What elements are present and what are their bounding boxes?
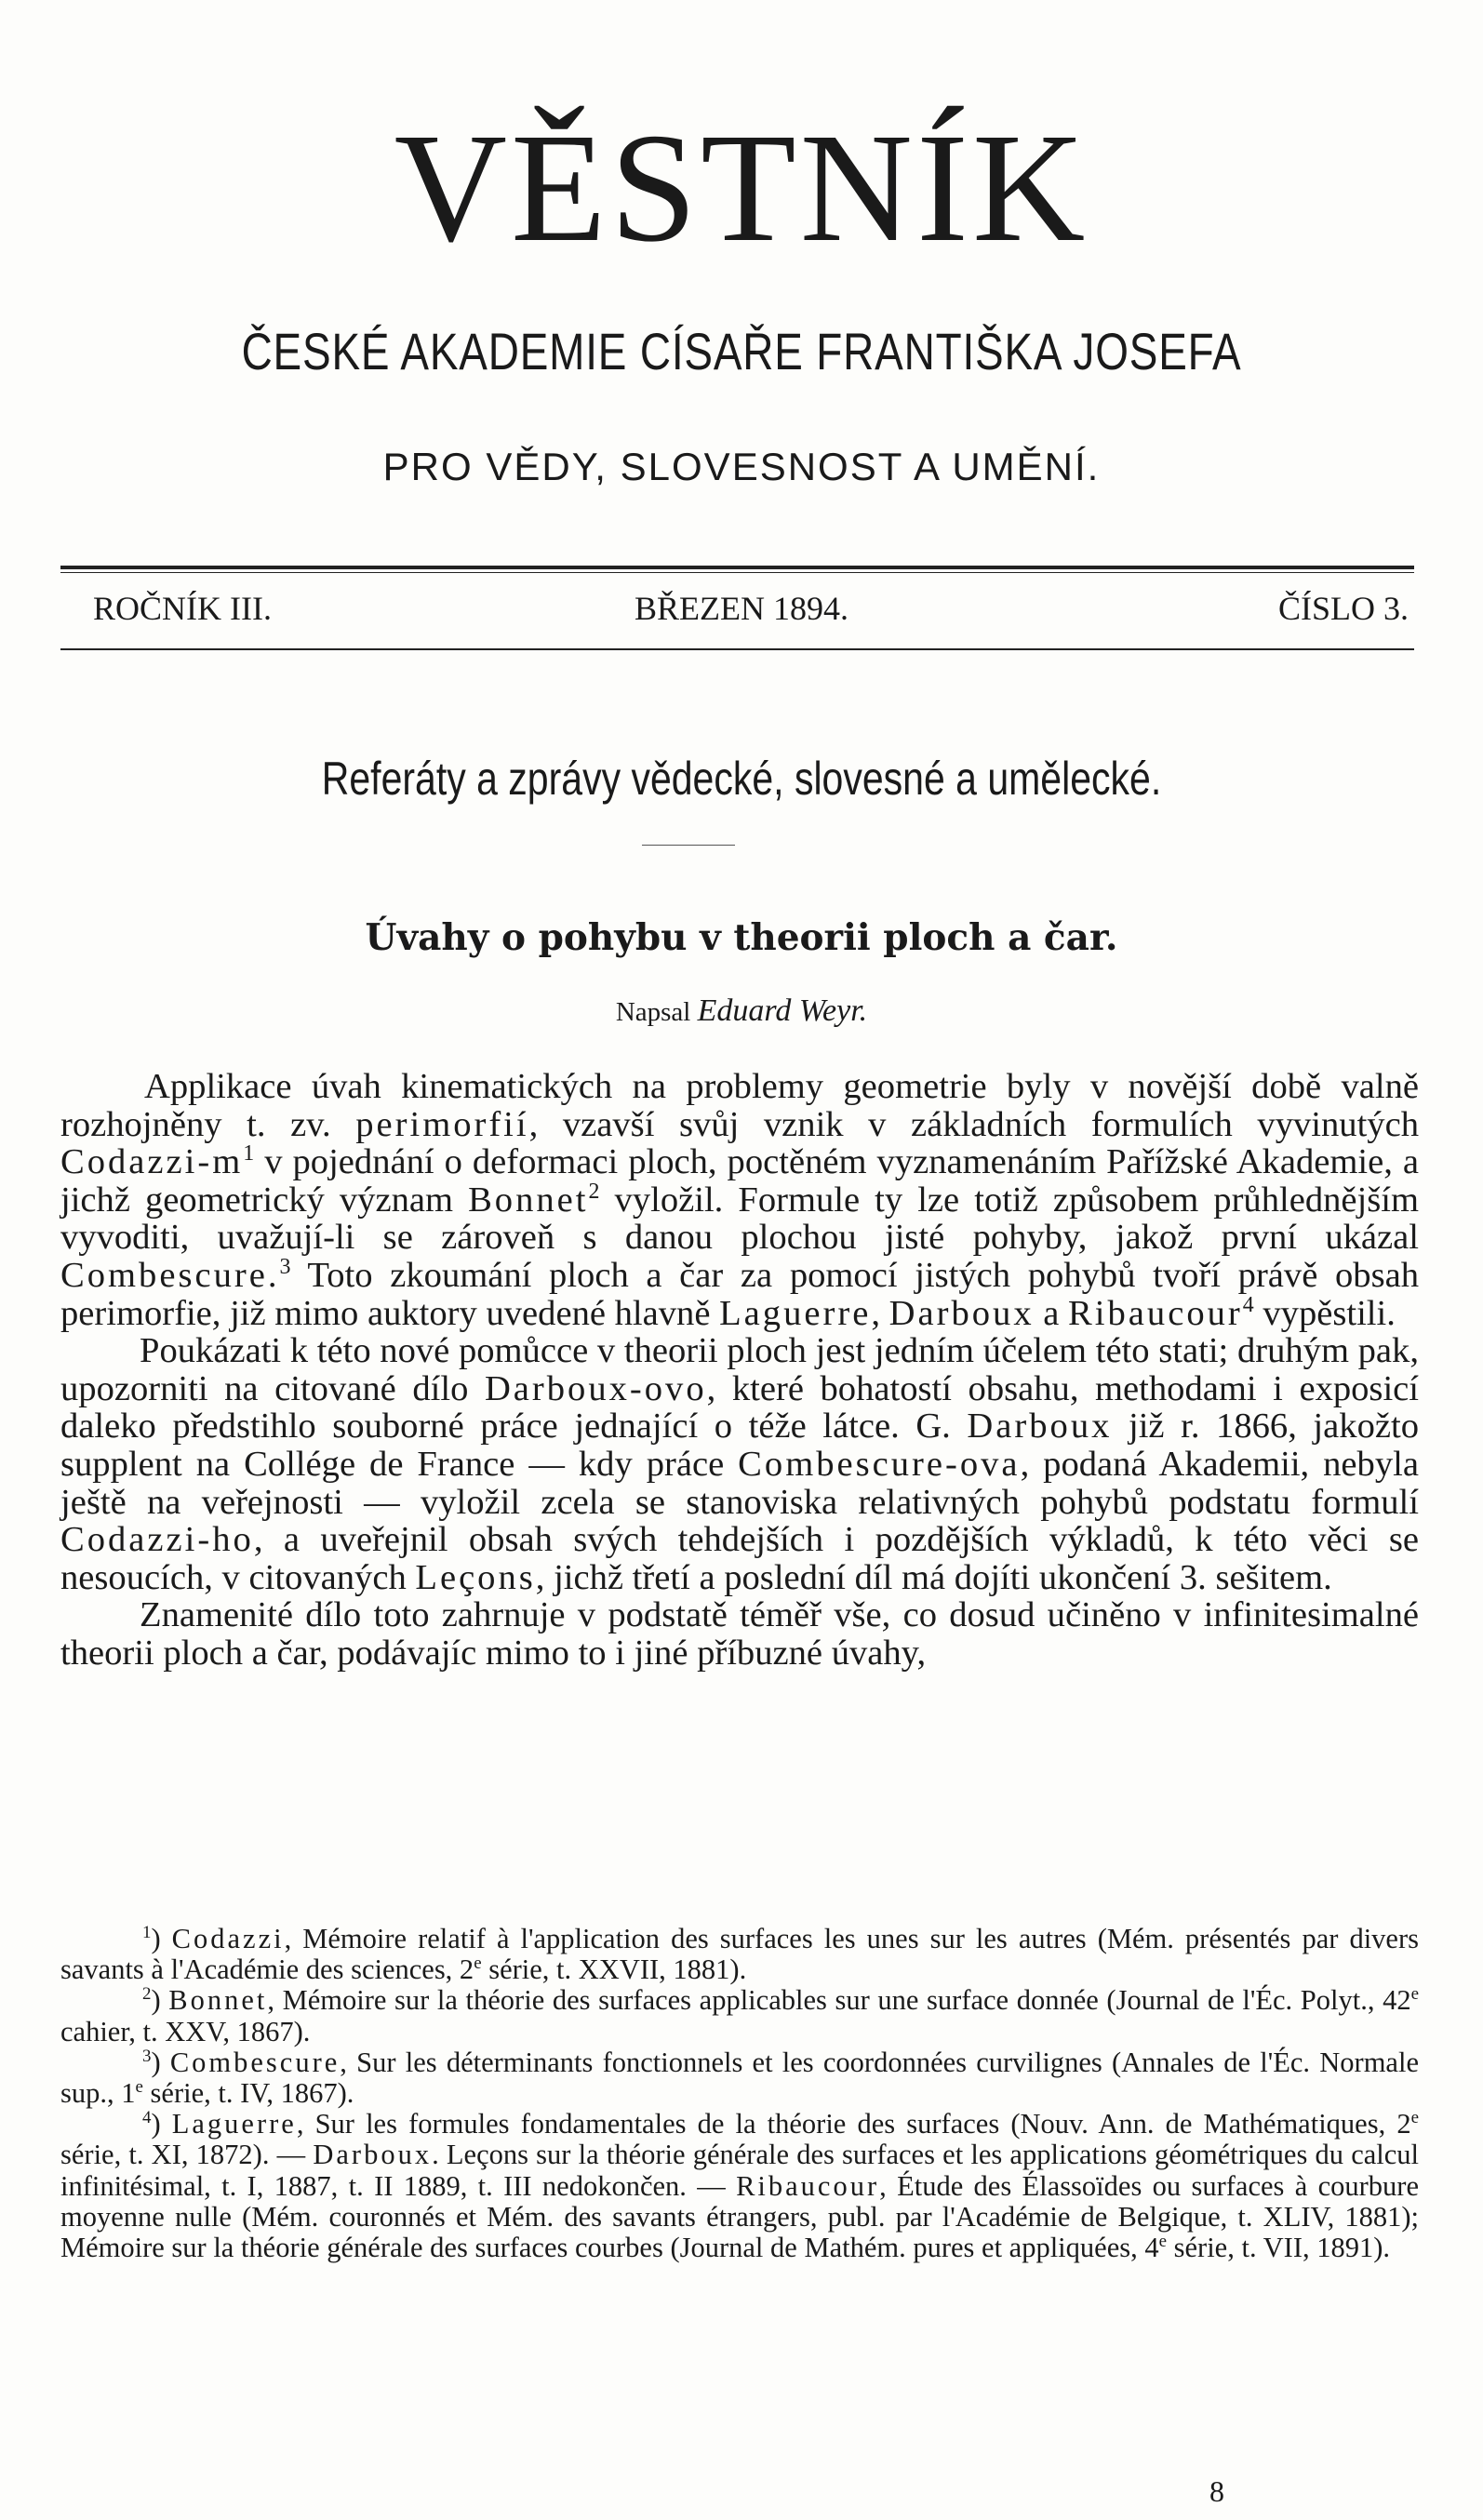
masthead-title: VĚSTNÍK xyxy=(394,101,1089,274)
footnote-ref-4[interactable]: 4 xyxy=(1242,1292,1254,1317)
page-number: 8 xyxy=(1209,2474,1224,2508)
footnotes xyxy=(60,1924,1419,2263)
issue-number: ČÍSLO 3. xyxy=(1277,590,1409,627)
author-ribaucour: Ribaucour xyxy=(1068,1293,1243,1333)
author-bonnet: Bonnet xyxy=(468,1180,589,1220)
footnote-ref-2[interactable]: 2 xyxy=(588,1179,600,1204)
article-body xyxy=(60,1068,1419,1673)
byline-prefix: Napsal xyxy=(615,997,691,1027)
paragraph-1: Applikace úvah kinematických na problemy geometrie byly v novější době valně rozhojněny t. zv. perimorfií, vzavší svůj vznik v základních formulích vyvinutých Codazzi-$m^1$ v pojednání o deformaci ploch, poctěném vyznamenáním Pařížské Akademie, a jichž geometrický význam Bonnet$^2$ vyložil. Formule ty lze totiž způsobem průhlednějším vyvoditi, uvažují-li se zároveň s danou plochou jisté pohyby, jakož první ukázal Combescure.$^3$ Toto zkoumání ploch a čar za pomocí jistých pohybů tvoří právě obsah perimorfie, již mimo auktory uvedené hlavně Laguerre, Darboux a Ribaucour$^4$ vypěstili. xyxy=(60,1067,1420,1333)
author-combescure: Combescure. xyxy=(60,1255,280,1295)
work-lecons: Leçons xyxy=(415,1557,536,1597)
header-rule-top-thin xyxy=(60,572,1414,573)
footnote-ref-1[interactable]: 1 xyxy=(243,1141,255,1167)
author-name: Eduard Weyr. xyxy=(697,993,868,1028)
term-perimorfie: perimorfií xyxy=(355,1104,529,1144)
issue-volume: ROČNÍK III. xyxy=(93,590,272,627)
issue-date: BŘEZEN 1894. xyxy=(635,590,848,627)
masthead-subtitle-2: PRO VĚDY, SLOVESNOST A UMĚNÍ. xyxy=(382,445,1101,488)
paragraph-2: Poukázati k této nové pomůcce v theorii ploch jest jedním účelem této stati; druhým pak, upozorniti na citované dílo Darboux-ovo, které bohatostí obsahu, methodami i exposicí daleko předstihlo souborné práce jednající o téže látce. G. Darboux již r. 1866, jakožto supplent na Collége de France — kdy práce Combescure-ova, podaná Akademii, nebyla ještě na veřejnosti — vyložil zcela se stanoviska relativných pohybů podstatu formulí Codazzi-ho, a uveřejnil obsah svých tehdejších i pozdějších výkladů, k této věci se nesoucích, v citovaných Leçons, jichž třetí a poslední díl má dojíti ukončení 3. sešitem. xyxy=(60,1331,1420,1597)
masthead-subtitle: ČESKÉ AKADEMIE CÍSAŘE FRANTIŠKA JOSEFA xyxy=(241,322,1242,380)
header-rule-top xyxy=(60,566,1414,569)
article-title: Úvahy o pohybu v theorii ploch a čar. xyxy=(365,916,1118,959)
author-codazzi-ho: Codazzi-ho xyxy=(60,1520,254,1560)
author-combescure-ova: Combescure-ova xyxy=(738,1444,1021,1484)
paragraph-3: Znamenité dílo toto zahrnuje v podstatě téměř vše, co dosud učiněno v infinitesimalné theorii ploch a čar, podávajíc mimo to i jiné příbuzné úvahy, xyxy=(60,1595,1419,1673)
footnote-ref-3[interactable]: 3 xyxy=(279,1255,291,1280)
footnote-3: $^3$) Combescure, Sur les déterminants fonctionnels et les coordonnées curvilignes (Annales de l'Éc. Normale sup., 1e série, t. IV, 1867). xyxy=(60,2046,1419,2110)
author-laguerre: Laguerre xyxy=(719,1293,872,1333)
section-title: Referáty a zprávy vědecké, slovesné a umělecké. xyxy=(321,753,1162,805)
footnote-4: $^4$) Laguerre, Sur les formules fondamentales de la théorie des surfaces (Nouv. Ann. de Mathématiques, 2e série, t. XI, 1872). — Darboux. Leçons sur la théorie générale des surfaces et les applications géométriques du calcul infinitésimal, t. I, 1887, t. II 1889, t. III nedokončen. — Ribaucour, Étude des Élassoïdes ou surfaces à courbure moyenne nulle (Mém. couronnés et Mém. des savants étrangers, publ. par l'Académie de Belgique, t. XLIV, 1881); Mémoire sur la théorie générale des surfaces courbes (Journal de Mathém. pures et appliquées, 4e série, t. VII, 1891). xyxy=(60,2108,1420,2264)
section-divider xyxy=(642,845,735,846)
author-darboux-ovo: Darboux-ovo xyxy=(484,1368,707,1408)
article-byline xyxy=(0,993,1483,1029)
author-darboux: Darboux xyxy=(967,1407,1113,1447)
author-darboux: Darboux xyxy=(888,1293,1035,1333)
header-rule-bottom xyxy=(60,648,1414,650)
footnote-1: $^1$) Codazzi, Mémoire relatif à l'application des surfaces les unes sur les autres (Mém. présentés par divers savants à l'Académie des sciences, 2e série, t. XXVII, 1881). xyxy=(60,1922,1419,1986)
footnote-2: $^2$) Bonnet, Mémoire sur la théorie des surfaces applicables sur une surface donnée (Journal de l'Éc. Polyt., 42e cahier, t. XXV, 1867). xyxy=(60,1984,1419,2047)
author-codazzi: Codazzi-m xyxy=(60,1142,244,1182)
